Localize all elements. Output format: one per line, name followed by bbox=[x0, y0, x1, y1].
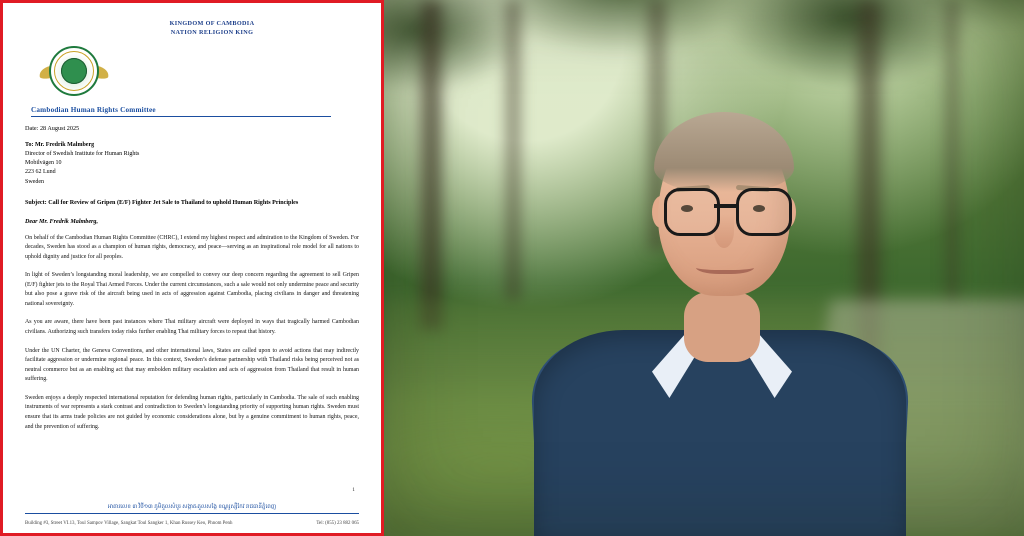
mouth bbox=[696, 258, 754, 274]
glasses-lens-right bbox=[736, 188, 792, 236]
recipient-postal: 223 62 Lund bbox=[25, 169, 56, 176]
chrc-emblem-icon bbox=[43, 44, 105, 102]
letter-subject: Subject: Call for Review of Gripen (E/F) Fighter Jet Sale to Thailand to uphold Human Rights Principles bbox=[25, 200, 299, 207]
recipient-title: Director of Swedish Institute for Human Rights bbox=[25, 150, 140, 157]
organization-name: Cambodian Human Rights Committee bbox=[31, 105, 156, 114]
letter-paragraph: Sweden enjoys a deeply respected international reputation for defending human rights, particularly in Cambodia. The sale of such enabling instruments of war represents a stark contrast and contradiction to Sweden’s longstanding priority of supporting human rights. Sweden must ensure that its arms trade policies are not guided by economic considerations alone, but by a genuine commitment to human rights, peace, and the prevention of suffering. bbox=[25, 394, 359, 430]
recipient-street: Mobilvägen 10 bbox=[25, 160, 62, 167]
letterhead-kingdom bbox=[65, 13, 359, 38]
footer-address: Building #3, Street VI.13, Toul Sampov Village, Sangkat Toul Sangker 1, Khan Russey Keo, Phnom Penh bbox=[25, 521, 233, 526]
letter-date: Date: 28 August 2025 bbox=[25, 124, 80, 132]
glasses-bridge bbox=[714, 204, 736, 208]
letterhead-divider bbox=[31, 116, 331, 117]
letter-salutation: Dear Mr. Fredrik Malmberg, bbox=[25, 218, 98, 225]
letterhead-logo-row bbox=[25, 38, 359, 110]
hair bbox=[654, 112, 794, 192]
recipient-block bbox=[25, 141, 359, 187]
portrait-photo bbox=[384, 0, 1024, 536]
footer-telephone: Tel: (855) 23 882 065 bbox=[316, 521, 359, 526]
footer-english bbox=[25, 521, 359, 526]
recipient-name: To: Mr. Fredrik Malmberg bbox=[25, 141, 95, 148]
page-number: 1 bbox=[352, 487, 355, 493]
footer-khmer-address: អាគារលេខ ៣ វិថី១៣ ភូមិតួលសំបូរ សង្កាត៲តួលសង្កែ ខណ្ឌរូស្សីកែវ រាជធានីភ្នំពេញ bbox=[107, 504, 277, 510]
eyeglasses bbox=[662, 188, 788, 232]
letter-paragraph: Under the UN Charter, the Geneva Conventions, and other international laws, States are called upon to avoid actions that may indirectly facilitate aggression or undermine regional peace. In this context, Sweden’s defense partnership with Thailand risks being perceived not as neutral commerce but as an enabling act that may embolden military escalation and acts of aggression from Thailand that result in human suffering. bbox=[25, 347, 359, 383]
kingdom-line-1: KINGDOM OF CAMBODIA bbox=[169, 20, 255, 27]
glasses-lens-left bbox=[664, 188, 720, 236]
letter-document bbox=[0, 0, 384, 536]
letter-body bbox=[25, 234, 359, 433]
neck bbox=[684, 292, 760, 362]
letter-paragraph: On behalf of the Cambodian Human Rights Committee (CHRC), I extend my highest respect and admiration to the Kingdom of Sweden. For decades, Sweden has stood as a champion of human rights, democracy, and peace—serving as an inspirational role model for all nations to uphold dignity and justice for all peoples. bbox=[25, 234, 359, 260]
recipient-country: Sweden bbox=[25, 178, 44, 185]
letter-paragraph: As you are aware, there have been past instances where Thai military aircraft were deployed in ways that tragically harmed Cambodian civilians. Authorizing such transfers today risks further enabling Thai military forces to repeat that history. bbox=[25, 319, 359, 336]
kingdom-line-2: NATION RELIGION KING bbox=[170, 29, 254, 37]
person-figure bbox=[384, 0, 1024, 536]
letter-paragraph: In light of Sweden’s longstanding moral leadership, we are compelled to convey our deep concern regarding the agreement to sell Gripen (E/F) fighter jets to the Royal Thai Armed Forces. Under the current circumstances, such a sale would not only undermine peace and security but also pose a grave risk of the aircraft being used in acts of aggression against Cambodia, placing civilians in danger and threatening national sovereignty. bbox=[25, 272, 359, 307]
footer-divider bbox=[25, 513, 359, 514]
